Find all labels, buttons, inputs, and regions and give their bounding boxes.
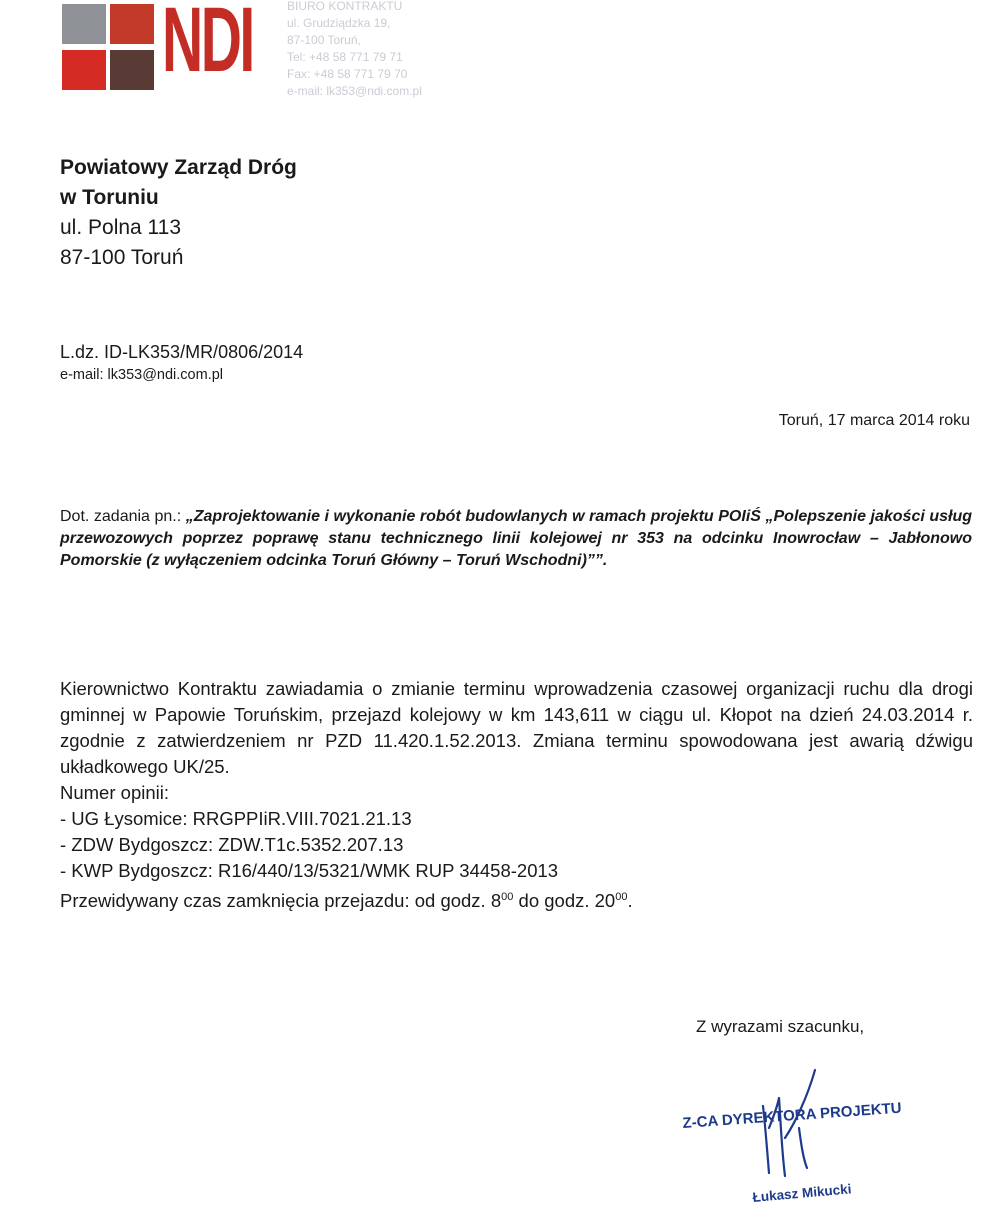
opinions-label: Numer opinii: bbox=[60, 782, 169, 803]
recipient-name-line2: w Toruniu bbox=[60, 186, 159, 209]
subject-text: „Zaprojektowanie i wykonanie robót budowlanych w ramach projektu POIiŚ „Polepszenie jakości usług przewozowych poprzez poprawę stanu technicznego linii kolejowej nr 353 na odcinku Inowrocław – Jabłonowo Pomorskie (z wyłączeniem odcinka Toruń Główny – Toruń Wschodni)””. bbox=[60, 508, 973, 569]
stamp-name: Łukasz Mikucki bbox=[752, 1181, 852, 1205]
office-line: Tel: +48 58 771 79 71 bbox=[287, 50, 403, 64]
office-line: 87-100 Toruń, bbox=[287, 33, 361, 47]
letter-date: Toruń, 17 marca 2014 roku bbox=[778, 412, 970, 429]
body-paragraph: Kierownictwo Kontraktu zawiadamia o zmianie terminu wprowadzenia czasowej organizacji ruchu dla drogi gminnej w Papowie Toruńskim, przejazd kolejowy w km 143,611 w ciągu ul. Kłopot na dzień 24.03.2014 r. zgodnie z zatwierdzeniem nr PZD 11.420.1.52.2013. Zmiana terminu spowodowana jest awarią dźwigu układkowego UK/25. bbox=[60, 678, 973, 777]
office-line: Fax: +48 58 771 79 70 bbox=[287, 67, 408, 81]
logo-square-gray bbox=[62, 4, 106, 44]
reference-block bbox=[60, 340, 303, 386]
closure-sup2: 00 bbox=[615, 891, 628, 903]
closing-phrase: Z wyrazami szacunku, bbox=[696, 1017, 865, 1036]
opinion-item: - KWP Bydgoszcz: R16/440/13/5321/WMK RUP 34458-2013 bbox=[60, 860, 559, 881]
ndi-logo bbox=[62, 0, 262, 96]
opinion-item: - UG Łysomice: RRGPPIiR.VIII.7021.21.13 bbox=[60, 808, 412, 829]
recipient-street: ul. Polna 113 bbox=[60, 216, 182, 239]
letter-body bbox=[60, 676, 973, 914]
reference-number: L.dz. ID-LK353/MR/0806/2014 bbox=[60, 342, 304, 362]
logo-square-red bbox=[110, 4, 154, 44]
closure-mid: do godz. 20 bbox=[513, 890, 616, 912]
reference-email: e-mail: lk353@ndi.com.pl bbox=[60, 367, 224, 383]
recipient-address bbox=[60, 153, 297, 273]
closure-time bbox=[60, 884, 973, 914]
office-line: e-mail: lk353@ndi.com.pl bbox=[287, 84, 422, 98]
office-address bbox=[287, 0, 422, 100]
logo-square-bright-red bbox=[62, 50, 106, 90]
closure-prefix: Przewidywany czas zamknięcia przejazdu: od godz. 8 bbox=[60, 890, 502, 912]
opinion-item: - ZDW Bydgoszcz: ZDW.T1c.5352.207.13 bbox=[60, 834, 404, 855]
logo-square-dark-red bbox=[110, 50, 154, 90]
office-line: ul. Grudziądzka 19, bbox=[287, 16, 391, 30]
office-line: BIURO KONTRAKTU bbox=[287, 0, 403, 13]
recipient-name-line1: Powiatowy Zarząd Dróg bbox=[60, 156, 297, 179]
stamp-title: Z-CA DYREKTORA PROJEKTU bbox=[682, 1099, 903, 1132]
closure-sup1: 00 bbox=[501, 891, 514, 903]
recipient-city: 87-100 Toruń bbox=[60, 246, 184, 269]
logo-wordmark: NDI bbox=[162, 0, 253, 91]
subject-prefix: Dot. zadania pn.: bbox=[60, 508, 186, 525]
subject-paragraph bbox=[60, 506, 972, 572]
closure-end: . bbox=[627, 890, 633, 912]
